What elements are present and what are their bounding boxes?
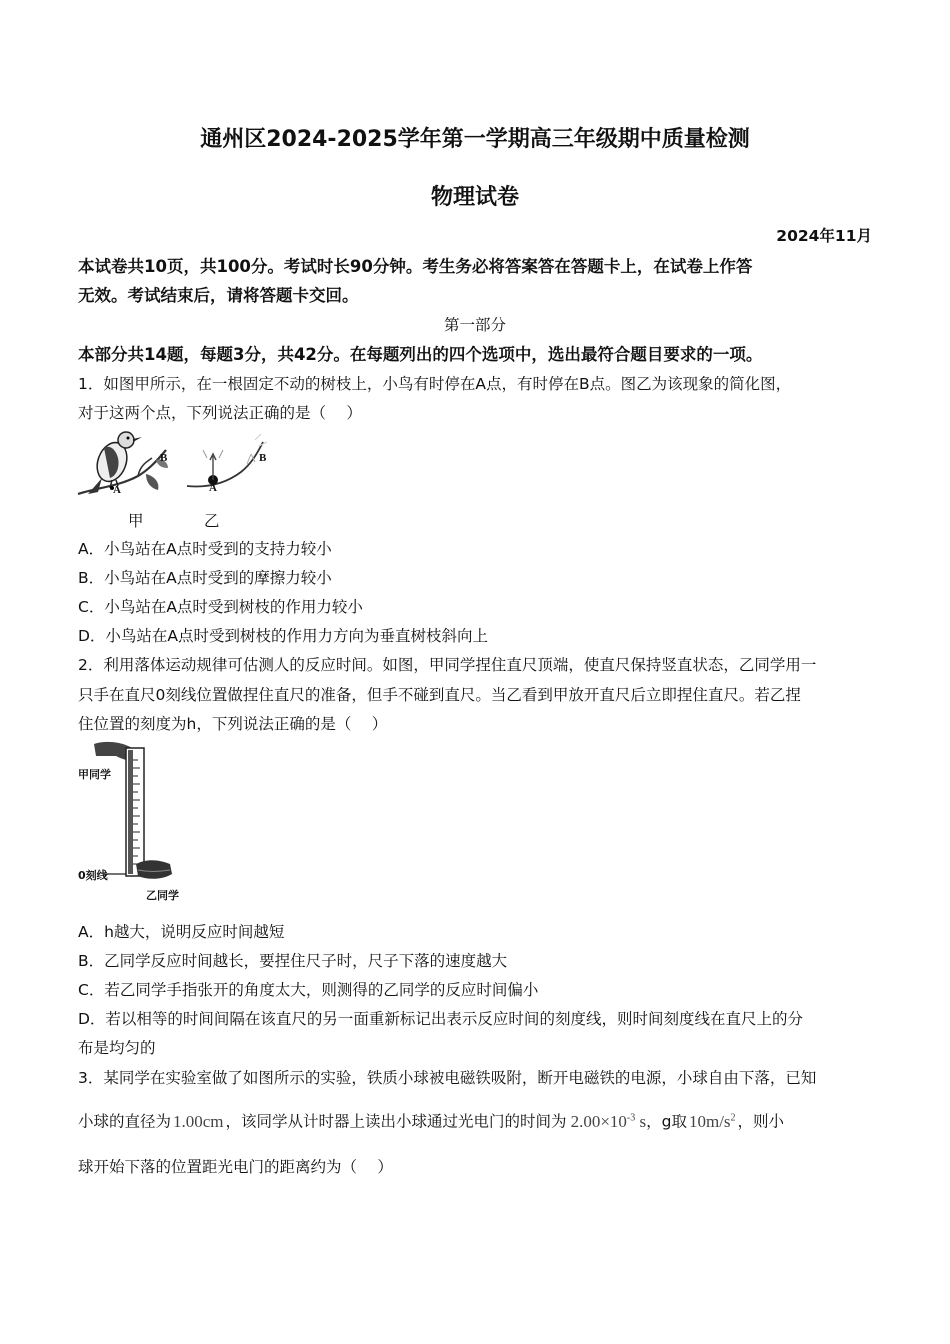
- q3-time-unit: s: [639, 1111, 647, 1131]
- q1-fig-yi-point-a: A: [209, 482, 217, 494]
- q2-option-a: A．h越大，说明反应时间越短: [78, 923, 285, 941]
- q3-g-value: [687, 1112, 738, 1131]
- q2-option-b: B．乙同学反应时间越长，要捏住尺子时，尺子下落的速度越大: [78, 952, 508, 970]
- q1-fig-jia-point-a: A: [113, 484, 121, 496]
- part1-instructions: 本部分共14题，每题3分，共42分。在每题列出的四个选项中，选出最符合题目要求的一项。: [78, 345, 763, 364]
- q2-option-c: C．若乙同学手指张开的角度太大，则测得的乙同学的反应时间偏小: [78, 981, 539, 999]
- q1-option-a: A．小鸟站在A点时受到的支持力较小: [78, 540, 332, 558]
- exam-subtitle: 物理试卷: [430, 185, 519, 210]
- q3-text-g-prefix: ，g取: [646, 1112, 687, 1131]
- q3-stem-line-3: 球开始下落的位置距光电门的距离约为（ ）: [78, 1158, 393, 1176]
- part1-heading: 第一部分: [443, 316, 506, 334]
- q1-figure-bird: [76, 428, 172, 500]
- q2-stem-line-2: 只手在直尺0刻线位置做捏住直尺的准备，但手不碰到直尺。当乙看到甲放开直尺后立即捏住直尺。若乙捏: [78, 686, 801, 704]
- q2-option-d-cont: 布是均匀的: [78, 1039, 156, 1057]
- q1-option-c: C．小鸟站在A点时受到树枝的作用力较小: [78, 598, 363, 616]
- q2-stem-line-3: 住位置的刻度为h，下列说法正确的是（ ）: [78, 715, 388, 733]
- q1-fig-jia-point-b: B: [160, 452, 168, 464]
- q3-text-diameter-prefix: 小球的直径为: [78, 1112, 172, 1131]
- q2-fig-label-jia: 甲同学: [78, 768, 111, 781]
- q2-fig-label-yi: 乙同学: [146, 889, 179, 902]
- q2-option-d: D．若以相等的时间间隔在该直尺的另一面重新标记出表示反应时间的刻度线，则时间刻度线在直尺上的分: [78, 1010, 803, 1028]
- q3-g-base: 10m/s: [688, 1111, 731, 1131]
- q1-fig-yi-point-b: B: [259, 452, 267, 464]
- intro-line-1: 本试卷共10页，共100分。考试时长90分钟。考生务必将答案答在答题卡上，在试卷上作答: [78, 257, 753, 276]
- q3-diameter-value: 1.00cm: [173, 1111, 224, 1131]
- q3-text-time-prefix: ，该同学从计时器上读出小球通过光电门的时间为: [225, 1112, 567, 1131]
- q1-stem-line-1: 1．如图甲所示，在一根固定不动的树枝上，小鸟有时停在A点，有时停在B点。图乙为该现象的简化图，: [78, 375, 792, 393]
- q1-figure-simplified: [185, 428, 275, 500]
- q2-stem-line-1: 2．利用落体运动规律可估测人的反应时间。如图，甲同学捏住直尺顶端，使直尺保持竖直状态，乙同学用一: [78, 656, 817, 674]
- q3-g-exponent: 2: [730, 1112, 736, 1123]
- q1-option-b: B．小鸟站在A点时受到的摩擦力较小: [78, 569, 332, 587]
- q1-fig-label-jia: 甲: [128, 512, 144, 530]
- exam-title: 通州区2024-2025学年第一学期高三年级期中质量检测: [200, 127, 750, 152]
- exam-date: 2024年11月: [776, 227, 872, 245]
- intro-line-2: 无效。考试结束后，请将答题卡交回。: [78, 286, 359, 305]
- q1-stem-line-2: 对于这两个点，下列说法正确的是（ ）: [78, 404, 362, 422]
- q3-stem-line-2: [78, 1108, 784, 1132]
- q3-stem-line-1: 3．某同学在实验室做了如图所示的实验，铁质小球被电磁铁吸附，断开电磁铁的电源，小球自由下落，已知: [78, 1069, 817, 1087]
- q3-time-exponent: -3: [626, 1112, 636, 1123]
- q3-time-base: 2.00×10: [570, 1111, 627, 1131]
- q1-option-d: D．小鸟站在A点时受到树枝的作用力方向为垂直树枝斜向上: [78, 627, 489, 645]
- q1-fig-label-yi: 乙: [204, 512, 220, 530]
- q3-text-suffix: ，则小: [737, 1112, 785, 1131]
- q3-time-value: [567, 1112, 647, 1131]
- q2-fig-label-zero: 0刻线: [78, 869, 108, 882]
